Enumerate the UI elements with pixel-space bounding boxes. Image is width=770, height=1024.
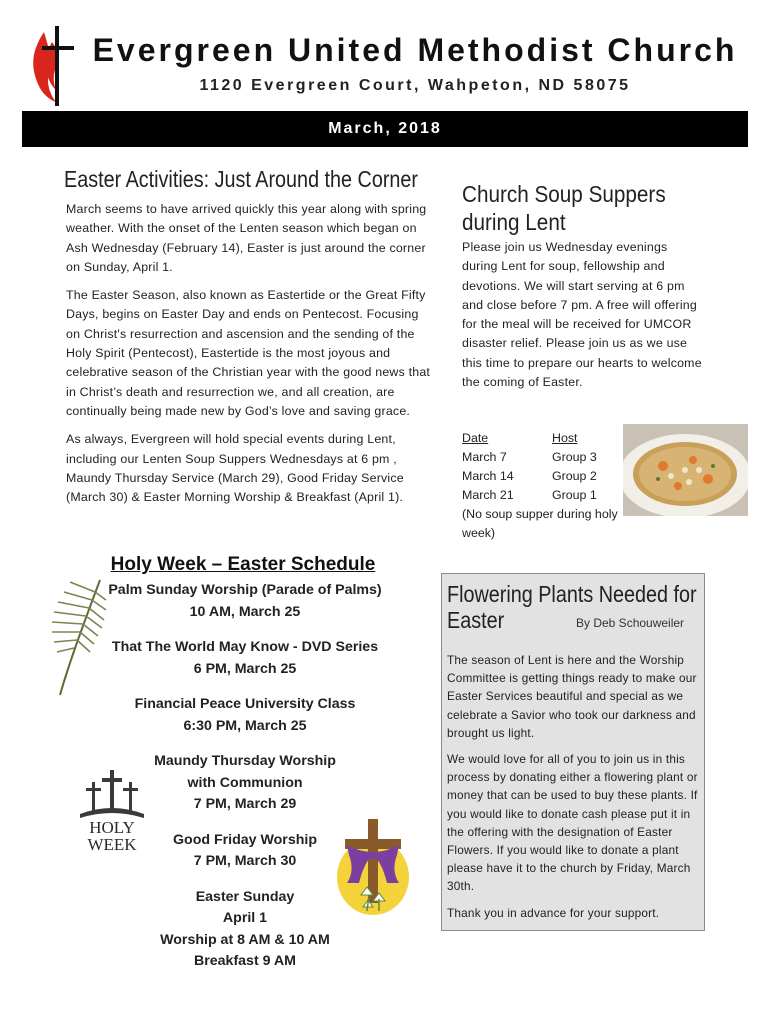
article-paragraph: The Easter Season, also known as Eastertide or the Great Fifty Days, begins on Easter Day and ends on Pentecost. Focusing on Christ's resurrection and ascension and the sending of the Holy Spirit (Pentecost), Eastertide is the most joyous and celebrative season of the Christian year with the good news that in Christ’s death and resurrection we, and all creation, are continually being made new by God’s love and saving grace. <box>66 288 431 418</box>
event-time: 7 PM, March 29 <box>193 796 297 812</box>
article-paragraph: Thank you in advance for your support. <box>447 905 660 920</box>
event-title: That The World May Know - DVD Series <box>111 639 379 655</box>
list-item <box>95 580 395 623</box>
easter-activities-heading: Easter Activities: Just Around the Corner <box>64 166 419 192</box>
event-title: Maundy Thursday Worship <box>154 753 336 769</box>
list-item <box>95 694 395 737</box>
article-paragraph: Please join us Wednesday evenings during Lent for soup, fellowship and devotions. We will start serving at 6 pm and close before 7 pm. A free will offering for the meal will be received for UMCOR disaster relief. Please join us as we use this time to prepare our hearts to welcome the coming of Easter. <box>462 240 702 390</box>
soup-suppers-article <box>462 238 702 392</box>
svg-text:WEEK: WEEK <box>87 835 137 854</box>
schedule-date: March 7 <box>462 450 507 464</box>
event-time: Worship at 8 AM & 10 AM <box>160 931 330 948</box>
schedule-date: March 21 <box>462 488 514 502</box>
table-row <box>462 486 642 505</box>
schedule-host: Group 1 <box>552 488 597 502</box>
schedule-host: Group 2 <box>552 469 597 483</box>
holy-week-heading: Holy Week – Easter Schedule <box>110 554 376 575</box>
author-byline: By Deb Schouweiler <box>576 616 685 630</box>
article-paragraph: The season of Lent is here and the Worship Committee is getting things ready to make our Easter Services beautiful and special as we celebrate a Savior who took our darkness and brought us light. <box>447 653 697 740</box>
table-row <box>462 448 642 467</box>
schedule-col-host: Host <box>552 431 578 445</box>
church-address: 1120 Evergreen Court, Wahpeton, ND 58075 <box>199 77 631 94</box>
article-paragraph: We would love for all of you to join us in this process by donating either a flowering plant or money that can be used to buy these plants. If you would like to donate cash please put it in the offering with the designation of Easter Flowers. If you would like to donate a plant please have it to the church by Friday, March 30th. <box>447 752 698 894</box>
event-time: 10 AM, March 25 <box>189 603 301 620</box>
soup-bowl-image <box>623 424 748 516</box>
event-title: Financial Peace University Class <box>134 696 356 712</box>
cross-and-flame-icon <box>30 22 76 108</box>
heading-line: Easter <box>447 607 505 633</box>
article-paragraph: March seems to have arrived quickly this year along with spring weather. With the onset of the Lenten season which began on Ash Wednesday (February 14), Easter is just around the corner on Sunday, April 1. <box>66 202 427 274</box>
event-title: Good Friday Worship <box>173 831 317 848</box>
event-title: Palm Sunday Worship (Parade of Palms) <box>108 582 382 598</box>
article-paragraph: As always, Evergreen will hold special events during Lent, including our Lenten Soup Suppers Wednesdays at 6 pm , Maundy Thursday Service (March 29), Good Friday Service (March 30) & Easter Morning Worship & Breakfast (April 1). <box>66 432 404 505</box>
easter-activities-article <box>66 200 436 516</box>
schedule-col-date: Date <box>462 431 489 445</box>
soup-suppers-heading: Church Soup Suppers during Lent <box>462 181 666 235</box>
event-date: April 1 <box>222 910 268 926</box>
flowering-plants-article <box>447 651 700 930</box>
event-time: 6 PM, March 25 <box>193 660 297 677</box>
holy-week-crosses-icon <box>76 768 148 854</box>
cross-with-purple-cloth-icon <box>333 815 413 915</box>
table-row <box>462 467 642 486</box>
heading-line: Flowering Plants Needed for <box>447 581 697 607</box>
event-time: 7 PM, March 30 <box>193 853 297 869</box>
newsletter-date: March, 2018 <box>22 111 748 147</box>
list-item <box>95 637 395 680</box>
schedule-note: (No soup supper during holy week) <box>462 507 618 540</box>
soup-schedule-table <box>462 429 642 543</box>
event-time: 6:30 PM, March 25 <box>183 717 307 734</box>
schedule-date: March 14 <box>462 469 514 483</box>
event-title: Easter Sunday <box>195 888 295 905</box>
schedule-header-row <box>462 429 642 448</box>
event-time: Breakfast 9 AM <box>194 953 296 969</box>
holy-week-art-text: HOLY <box>89 818 135 837</box>
church-name: Evergreen United Methodist Church <box>92 32 738 68</box>
schedule-host: Group 3 <box>552 450 597 464</box>
event-subtitle: with Communion <box>187 774 303 791</box>
